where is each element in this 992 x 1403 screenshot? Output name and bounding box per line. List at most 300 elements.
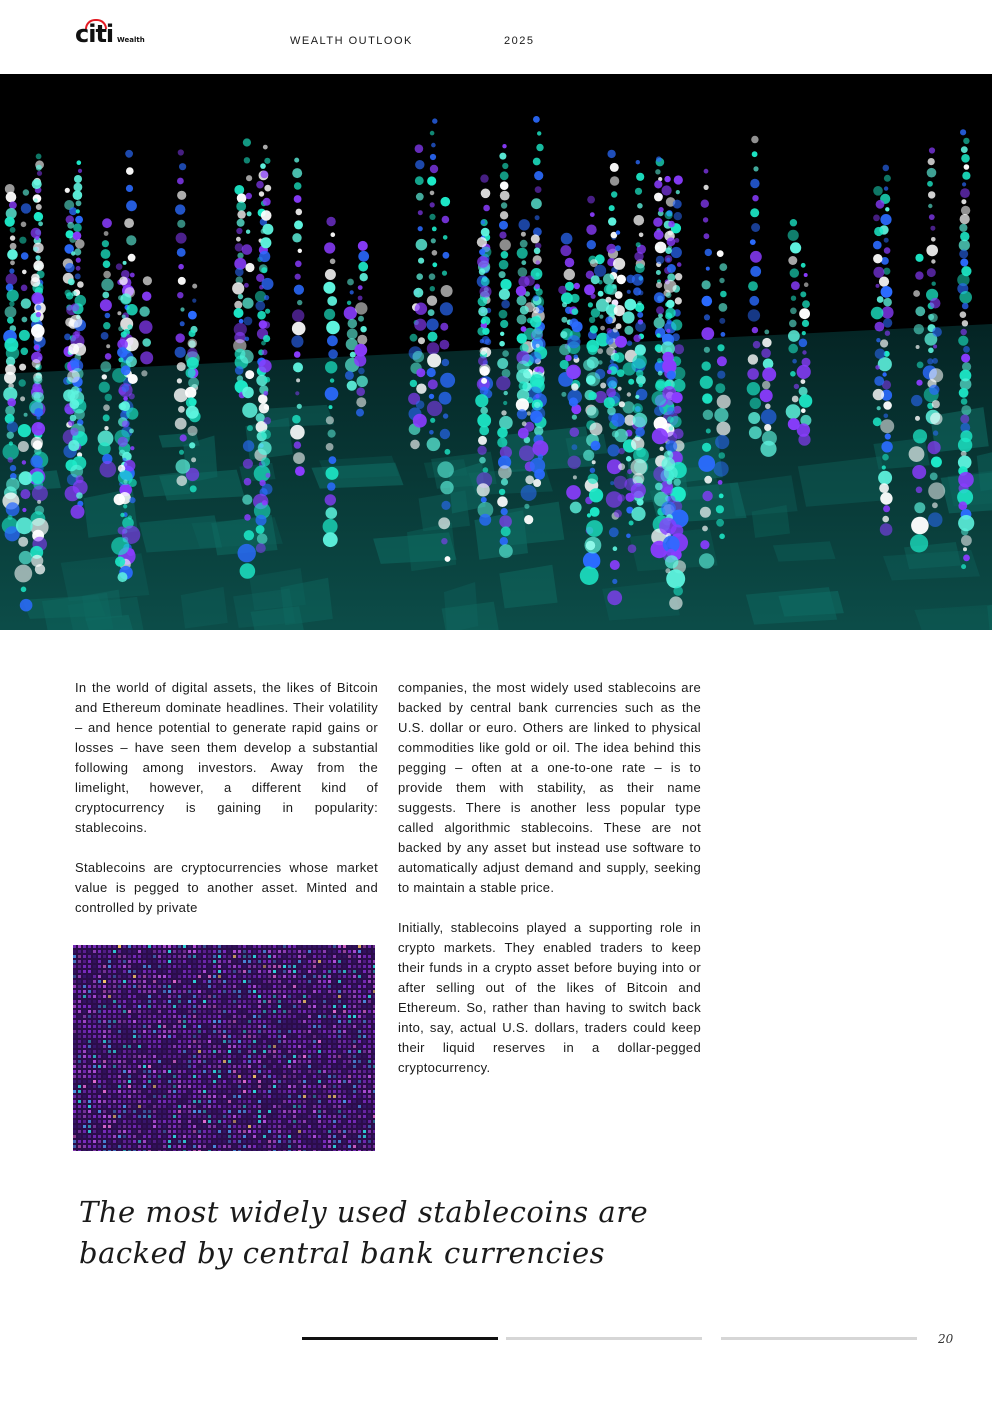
mosaic-cell	[368, 1095, 371, 1098]
mosaic-cell	[323, 1145, 326, 1148]
light-dot	[792, 359, 797, 364]
mosaic-cell	[373, 1070, 375, 1073]
mosaic-cell	[113, 1090, 116, 1093]
light-dot	[350, 290, 354, 294]
mosaic-cell	[113, 990, 116, 993]
mosaic-cell	[228, 1090, 231, 1093]
mosaic-cell	[318, 1070, 321, 1073]
light-dot	[791, 296, 796, 301]
mosaic-cell	[198, 1025, 201, 1028]
light-dot	[883, 401, 892, 410]
mosaic-cell	[163, 1140, 166, 1143]
mosaic-cell	[333, 1025, 336, 1028]
mosaic-cell	[83, 1075, 86, 1078]
mosaic-cell	[98, 1035, 101, 1038]
mosaic-cell	[263, 1035, 266, 1038]
light-dot	[264, 158, 270, 164]
mosaic-cell	[373, 1105, 375, 1108]
mosaic-cell	[348, 1080, 351, 1083]
mosaic-cell	[83, 975, 86, 978]
mosaic-cell	[123, 1150, 126, 1151]
mosaic-cell	[148, 1105, 151, 1108]
mosaic-cell	[263, 985, 266, 988]
light-dot	[483, 467, 489, 473]
mosaic-cell	[333, 960, 336, 963]
light-dot	[500, 320, 508, 328]
mosaic-cell	[223, 1080, 226, 1083]
mosaic-cell	[128, 985, 131, 988]
light-dot	[879, 277, 889, 287]
light-dot	[565, 258, 575, 268]
light-dot	[703, 410, 713, 420]
light-dot	[747, 368, 759, 380]
mosaic-cell	[78, 1030, 81, 1033]
mosaic-cell	[78, 1130, 81, 1133]
mosaic-cell	[193, 1140, 196, 1143]
mosaic-cell	[238, 955, 241, 958]
light-dot	[561, 392, 566, 397]
light-dot	[9, 268, 14, 273]
mosaic-cell	[143, 1090, 146, 1093]
mosaic-cell	[323, 1035, 326, 1038]
light-dot	[75, 216, 83, 224]
light-dot	[294, 220, 303, 229]
light-dot	[330, 259, 336, 265]
light-dot	[615, 429, 628, 442]
mosaic-cell	[303, 1025, 306, 1028]
light-dot	[666, 258, 670, 262]
light-dot	[499, 271, 506, 278]
mosaic-cell	[143, 1095, 146, 1098]
mosaic-cell	[198, 1075, 201, 1078]
mosaic-cell	[103, 1105, 106, 1108]
mosaic-cell	[258, 950, 261, 953]
mosaic-cell	[133, 960, 136, 963]
mosaic-cell	[193, 1130, 196, 1133]
mosaic-cell	[163, 1020, 166, 1023]
mosaic-cell	[373, 995, 375, 998]
citi-wealth-logo[interactable]	[75, 22, 145, 48]
mosaic-cell	[98, 985, 101, 988]
mosaic-cell	[98, 1005, 101, 1008]
mosaic-cell	[183, 1135, 186, 1138]
light-dot	[76, 200, 82, 206]
light-dot	[962, 182, 966, 186]
light-dot	[704, 169, 709, 174]
light-dot	[749, 426, 762, 439]
mosaic-cell	[78, 1070, 81, 1073]
light-dot	[588, 302, 593, 307]
mosaic-cell	[363, 1055, 366, 1058]
mosaic-cell	[93, 1130, 96, 1133]
mosaic-cell	[273, 1100, 276, 1103]
mosaic-cell	[243, 975, 246, 978]
light-dot	[99, 382, 110, 393]
mosaic-cell	[303, 1105, 306, 1108]
mosaic-cell	[223, 995, 226, 998]
light-dot	[761, 409, 777, 425]
light-dot	[706, 429, 711, 434]
mosaic-cell	[188, 1000, 191, 1003]
mosaic-cell	[163, 1000, 166, 1003]
light-dot	[517, 333, 527, 343]
mosaic-cell	[343, 1055, 346, 1058]
mosaic-cell	[148, 1010, 151, 1013]
light-dot	[626, 456, 632, 462]
mosaic-cell	[138, 1150, 141, 1151]
mosaic-cell	[343, 1060, 346, 1063]
mosaic-cell	[103, 1055, 106, 1058]
light-dot	[292, 168, 302, 178]
light-dot	[7, 317, 14, 324]
light-dot	[128, 515, 132, 519]
mosaic-cell	[148, 1125, 151, 1128]
mosaic-cell	[143, 1065, 146, 1068]
mosaic-cell	[133, 1025, 136, 1028]
light-dot	[328, 430, 336, 438]
mosaic-cell	[353, 950, 356, 953]
mosaic-cell	[293, 1010, 296, 1013]
light-dot	[331, 232, 336, 237]
mosaic-cell	[218, 1105, 221, 1108]
light-dot	[531, 234, 540, 243]
mosaic-cell	[323, 1105, 326, 1108]
light-dot	[761, 348, 771, 358]
mosaic-cell	[303, 1125, 306, 1128]
mosaic-cell	[373, 1035, 375, 1038]
mosaic-cell	[163, 1080, 166, 1083]
mosaic-cell	[113, 1075, 116, 1078]
mosaic-cell	[98, 950, 101, 953]
mosaic-cell	[248, 1115, 251, 1118]
mosaic-cell	[248, 965, 251, 968]
mosaic-cell	[233, 1100, 236, 1103]
mosaic-cell	[193, 995, 196, 998]
mosaic-cell	[223, 1015, 226, 1018]
mosaic-cell	[283, 1035, 286, 1038]
mosaic-cell	[118, 1075, 121, 1078]
mosaic-cell	[338, 970, 341, 973]
light-dot	[633, 413, 648, 428]
light-dot	[177, 220, 185, 228]
mosaic-cell	[203, 950, 206, 953]
mosaic-cell	[308, 985, 311, 988]
mosaic-cell	[253, 1090, 256, 1093]
mosaic-cell	[268, 990, 271, 993]
light-dot	[639, 383, 643, 387]
light-dot	[126, 200, 137, 211]
mosaic-cell	[78, 1100, 81, 1103]
mosaic-cell	[148, 1030, 151, 1033]
light-dot	[191, 457, 196, 462]
mosaic-cell	[83, 1110, 86, 1113]
mosaic-cell	[168, 1070, 171, 1073]
mosaic-cell	[353, 1050, 356, 1053]
mosaic-cell	[223, 1000, 226, 1003]
mosaic-cell	[358, 975, 361, 978]
mosaic-cell	[323, 1005, 326, 1008]
mosaic-cell	[328, 1045, 331, 1048]
mosaic-cell	[288, 1105, 291, 1108]
light-dot	[414, 288, 424, 298]
mosaic-cell	[213, 1085, 216, 1088]
mosaic-cell	[353, 1055, 356, 1058]
light-dot	[102, 292, 109, 299]
mosaic-cell	[138, 1090, 141, 1093]
mosaic-cell	[153, 1085, 156, 1088]
mosaic-cell	[258, 1105, 261, 1108]
mosaic-cell	[273, 1135, 276, 1138]
light-dot	[118, 470, 133, 485]
mosaic-cell	[183, 975, 186, 978]
light-dot	[242, 244, 253, 255]
mosaic-cell	[293, 980, 296, 983]
mosaic-cell	[348, 1025, 351, 1028]
mosaic-cell	[88, 1045, 91, 1048]
light-dot	[179, 163, 186, 170]
light-dot	[668, 230, 673, 235]
light-dot	[142, 338, 151, 347]
mosaic-cell	[123, 1120, 126, 1123]
light-dot	[611, 191, 617, 197]
mosaic-cell	[103, 960, 106, 963]
mosaic-cell	[118, 1070, 121, 1073]
mosaic-cell	[73, 1125, 76, 1128]
mosaic-cell	[238, 1150, 241, 1151]
light-dot	[606, 297, 612, 303]
hero-city-lights-graphic	[0, 74, 992, 630]
light-dot	[637, 499, 644, 506]
mosaic-cell	[98, 1045, 101, 1048]
mosaic-cell	[108, 1100, 111, 1103]
mosaic-cell	[323, 1050, 326, 1053]
light-dot	[534, 426, 543, 435]
light-dot	[356, 387, 365, 396]
mosaic-cell	[318, 1110, 321, 1113]
mosaic-cell	[353, 1035, 356, 1038]
light-dot	[106, 344, 110, 348]
mosaic-cell	[308, 1000, 311, 1003]
mosaic-cell	[83, 1060, 86, 1063]
mosaic-cell	[368, 1110, 371, 1113]
mosaic-cell	[298, 1075, 301, 1078]
mosaic-cell	[78, 1020, 81, 1023]
light-dot	[118, 572, 128, 582]
mosaic-cell	[83, 1020, 86, 1023]
mosaic-cell	[143, 1060, 146, 1063]
mosaic-cell	[293, 955, 296, 958]
mosaic-cell	[248, 1060, 251, 1063]
mosaic-cell	[178, 1105, 181, 1108]
mosaic-cell	[113, 985, 116, 988]
mosaic-cell	[128, 1060, 131, 1063]
light-dot	[632, 355, 646, 369]
mosaic-cell	[153, 980, 156, 983]
mosaic-cell	[123, 995, 126, 998]
mosaic-cell	[153, 1075, 156, 1078]
mosaic-cell	[113, 1125, 116, 1128]
light-dot	[617, 494, 625, 502]
light-dot	[654, 193, 663, 202]
mosaic-cell	[78, 950, 81, 953]
light-dot	[572, 415, 577, 420]
mosaic-cell	[103, 1130, 106, 1133]
light-dot	[883, 165, 890, 172]
mosaic-cell	[138, 1040, 141, 1043]
mosaic-cell	[248, 1130, 251, 1133]
mosaic-cell	[148, 1115, 151, 1118]
progress-segment-active[interactable]	[302, 1337, 498, 1340]
mosaic-cell	[238, 1060, 241, 1063]
mosaic-cell	[228, 965, 231, 968]
mosaic-cell	[218, 1135, 221, 1138]
mosaic-cell	[358, 1005, 361, 1008]
mosaic-cell	[348, 1085, 351, 1088]
mosaic-cell	[98, 1080, 101, 1083]
mosaic-cell	[113, 1045, 116, 1048]
light-dot	[291, 335, 303, 347]
mosaic-cell	[168, 985, 171, 988]
mosaic-cell	[328, 1025, 331, 1028]
mosaic-cell	[73, 1005, 76, 1008]
mosaic-cell	[233, 970, 236, 973]
mosaic-cell	[213, 1125, 216, 1128]
mosaic-cell	[143, 1130, 146, 1133]
mosaic-cell	[278, 960, 281, 963]
mosaic-cell	[348, 960, 351, 963]
light-dot	[917, 362, 924, 369]
mosaic-cell	[263, 1110, 266, 1113]
light-dot	[880, 214, 891, 225]
light-dot	[636, 173, 644, 181]
mosaic-cell	[238, 1090, 241, 1093]
mosaic-cell	[233, 1145, 236, 1148]
mosaic-cell	[313, 960, 316, 963]
mosaic-cell	[273, 1085, 276, 1088]
mosaic-cell	[293, 1100, 296, 1103]
mosaic-cell	[98, 990, 101, 993]
mosaic-cell	[253, 1140, 256, 1143]
mosaic-cell	[303, 1010, 306, 1013]
mosaic-cell	[233, 1150, 236, 1151]
mosaic-cell	[248, 1090, 251, 1093]
light-dot	[428, 379, 438, 389]
light-dot	[748, 281, 758, 291]
light-dot	[103, 404, 110, 411]
mosaic-cell	[278, 1145, 281, 1148]
light-dot	[961, 329, 967, 335]
mosaic-cell	[353, 1095, 356, 1098]
mosaic-cell	[358, 970, 361, 973]
light-dot	[790, 219, 797, 226]
mosaic-cell	[258, 1015, 261, 1018]
light-dot	[654, 230, 664, 240]
mosaic-cell	[143, 1005, 146, 1008]
mosaic-cell	[123, 1070, 126, 1073]
light-dot	[960, 414, 969, 423]
light-dot	[534, 248, 541, 255]
mosaic-cell	[338, 1050, 341, 1053]
mosaic-cell	[278, 1130, 281, 1133]
mosaic-cell	[193, 1000, 196, 1003]
mosaic-cell	[373, 1040, 375, 1043]
mosaic-cell	[248, 1015, 251, 1018]
mosaic-cell	[218, 1065, 221, 1068]
mosaic-cell	[198, 1010, 201, 1013]
mosaic-cell	[73, 1020, 76, 1023]
light-dot	[665, 555, 678, 568]
mosaic-cell	[358, 945, 361, 948]
mosaic-cell	[178, 1135, 181, 1138]
mosaic-cell	[238, 1045, 241, 1048]
mosaic-cell	[143, 960, 146, 963]
mosaic-cell	[118, 1125, 121, 1128]
light-dot	[634, 252, 643, 261]
mosaic-cell	[328, 1140, 331, 1143]
mosaic-cell	[108, 1095, 111, 1098]
light-dot	[477, 237, 487, 247]
light-dot	[801, 379, 806, 384]
mosaic-cell	[233, 1075, 236, 1078]
mosaic-cell	[108, 1045, 111, 1048]
mosaic-cell	[293, 1125, 296, 1128]
mosaic-cell	[228, 1060, 231, 1063]
light-dot	[718, 480, 723, 485]
light-dot	[884, 247, 891, 254]
progress-segment[interactable]	[506, 1337, 702, 1340]
mosaic-cell	[243, 1040, 246, 1043]
mosaic-cell	[263, 1140, 266, 1143]
mosaic-cell	[263, 1005, 266, 1008]
mosaic-cell	[193, 1065, 196, 1068]
mosaic-cell	[308, 1105, 311, 1108]
light-dot	[533, 295, 539, 301]
mosaic-cell	[103, 980, 106, 983]
mosaic-cell	[328, 1020, 331, 1023]
mosaic-cell	[208, 1070, 211, 1073]
mosaic-cell	[173, 965, 176, 968]
light-dot	[885, 433, 891, 439]
mosaic-cell	[113, 1065, 116, 1068]
mosaic-cell	[343, 1145, 346, 1148]
mosaic-cell	[358, 1090, 361, 1093]
mosaic-cell	[313, 1005, 316, 1008]
mosaic-cell	[328, 1010, 331, 1013]
progress-segment[interactable]	[721, 1337, 917, 1340]
mosaic-cell	[148, 1055, 151, 1058]
mosaic-cell	[353, 1070, 356, 1073]
mosaic-cell	[143, 975, 146, 978]
mosaic-cell	[143, 985, 146, 988]
light-dot	[636, 242, 641, 247]
mosaic-cell	[83, 1000, 86, 1003]
mosaic-cell	[353, 1060, 356, 1063]
mosaic-cell	[218, 1070, 221, 1073]
mosaic-cell	[363, 1145, 366, 1148]
mosaic-cell	[298, 975, 301, 978]
light-dot	[430, 154, 436, 160]
mosaic-cell	[118, 1150, 121, 1151]
mosaic-cell	[153, 1080, 156, 1083]
light-dot	[910, 534, 928, 552]
mosaic-cell	[338, 1105, 341, 1108]
mosaic-cell	[308, 990, 311, 993]
mosaic-cell	[338, 1075, 341, 1078]
mosaic-cell	[318, 1075, 321, 1078]
light-dot	[615, 245, 621, 251]
mosaic-cell	[143, 955, 146, 958]
mosaic-cell	[273, 1030, 276, 1033]
